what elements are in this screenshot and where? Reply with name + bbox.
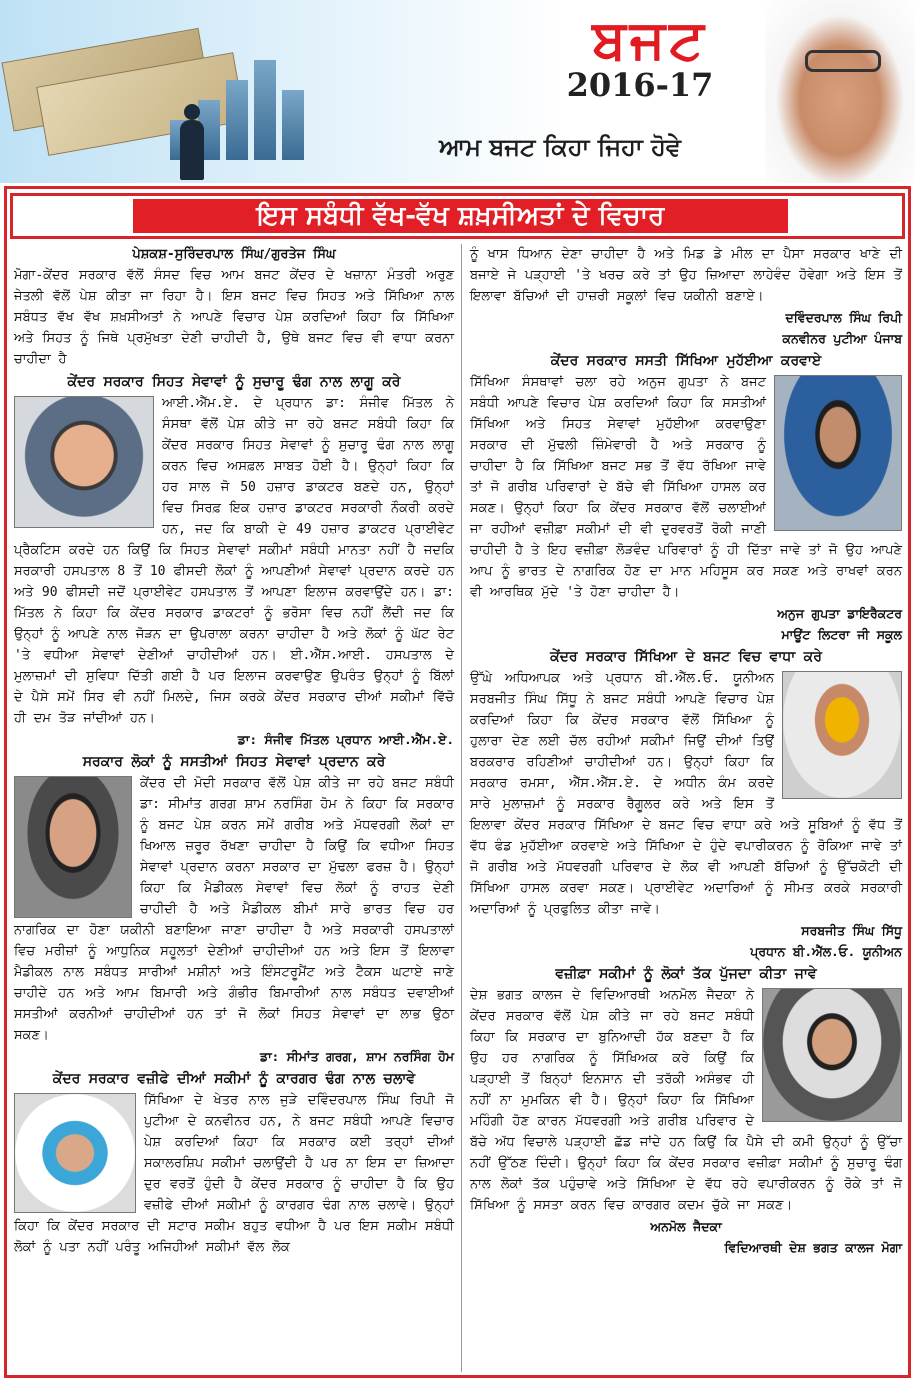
opinion-heading-5: ਕੇਂਦਰ ਸਰਕਾਰ ਸਿੱਖਿਆ ਦੇ ਬਜਟ ਵਿਚ ਵਾਧਾ ਕਰੇ [550,649,822,665]
banner [0,0,915,183]
left-column [14,244,454,1372]
banner-subtitle: ਆਮ ਬਜਟ ਕਿਹਾ ਜਿਹਾ ਹੋਵੇ [439,132,681,161]
opinion-heading-6: ਵਜ਼ੀਫ਼ਾ ਸਕੀਮਾਂ ਨੂੰ ਲੋਕਾਂ ਤੱਕ ਪੁੱਜਦਾ ਕੀਤਾ ਜਾਵੇ [555,966,817,982]
continued-signature-title: ਕਨਵੀਨਰ ਪੁਟੀਆ ਪੰਜਾਬ [782,331,902,346]
businessman-silhouette [180,120,204,180]
signature-6-title: ਵਿਦਿਆਰਥੀ ਦੇਸ਼ ਭਗਤ ਕਾਲਜ ਮੋਗਾ [724,1240,902,1255]
opinion-text-1: ਆਈ.ਐੱਮ.ਏ. ਦੇ ਪ੍ਰਧਾਨ ਡਾ: ਸੰਜੀਵ ਮਿੱਤਲ ਨੇ ਸੰਸਥਾ ਵੱਲੋਂ ਪੇਸ਼ ਕੀਤੇ ਜਾ ਰਹੇ ਬਜਟ ਸਬੰਧੀ ਕਿਹਾ ਕਿ ਕੇਂਦਰ ਸਰਕਾਰ ਸਿਹਤ ਸੇਵਾਵਾਂ ਨੂੰ ਸੁਚਾਰੂ ਢੰਗ ਨਾਲ ਲਾਗੂ ਕਰਨ ਵਿਚ ਅਸਫ਼ਲ ਸਾਬਤ ਹੋਈ ਹੈ। ਉਨ੍ਹਾਂ ਕਿਹਾ ਕਿ ਹਰ ਸਾਲ ਜੋ 50 ਹਜ਼ਾਰ ਡਾਕਟਰ ਬਣਦੇ ਹਨ, ਉਨ੍ਹਾਂ ਵਿਚ ਸਿਰਫ਼ ਇਕ ਹਜ਼ਾਰ ਡਾਕਟਰ ਸਰਕਾਰੀ ਨੌਕਰੀ ਕਰਦੇ ਹਨ, ਜਦ ਕਿ ਬਾਕੀ ਦੇ 49 ਹਜ਼ਾਰ ਡਾਕਟਰ ਪ੍ਰਾਈਵੇਟ ਪ੍ਰੈਕਟਿਸ ਕਰਦੇ ਹਨ ਕਿਉਂ ਕਿ ਸਿਹਤ ਸੇਵਾਵਾਂ ਸਕੀਮਾਂ ਸਬੰਧੀ ਮਾਨਤਾ ਨਹੀਂ ਹੈ ਜਦਕਿ ਸਰਕਾਰੀ ਹਸਪਤਾਲ 8 ਤੋਂ 10 ਫੀਸਦੀ ਲੋਕਾਂ ਨੂੰ ਆਪਣੀਆਂ ਸੇਵਾਵਾਂ ਪ੍ਰਦਾਨ ਕਰਦੇ ਹਨ ਅਤੇ 90 ਫੀਸਦੀ ਜਦੋਂ ਪ੍ਰਾਈਵੇਟ ਹਸਪਤਾਲ ਤੋਂ ਆਪਣਾ ਇਲਾਜ ਕਰਵਾਉਂਦੇ ਹਨ। ਡਾ: ਮਿੱਤਲ ਨੇ ਕਿਹਾ ਕਿ ਕੇਂਦਰ ਸਰਕਾਰ ਡਾਕਟਰਾਂ ਨੂੰ ਭਰੋਸਾ ਵਿਚ ਨਹੀਂ ਲੈਂਦੀ ਜਦ ਕਿ ਉਨ੍ਹਾਂ ਨੂੰ ਆਪਣੇ ਨਾਲ ਜੋੜਨ ਦਾ ਉਪਰਾਲਾ ਕਰਨਾ ਚਾਹੀਦਾ ਹੈ ਅਤੇ ਲੋਕਾਂ ਨੂੰ ਘੱਟ ਰੇਟ 'ਤੇ ਵਧੀਆ ਸੇਵਾਵਾਂ ਦੇਣੀਆਂ ਚਾਹੀਦੀਆਂ ਹਨ। ਈ.ਐੱਸ.ਆਈ. ਹਸਪਤਾਲ ਦੇ ਮੁਲਾਜ਼ਮਾਂ ਦੀ ਸੁਵਿਧਾ ਦਿੱਤੀ ਗਈ ਹੈ ਪਰ ਇਲਾਜ ਕਰਵਾਉਣ ਉਪਰੰਤ ਉਨ੍ਹਾਂ ਨੂੰ ਬਿੱਲਾਂ ਦੇ ਪੈਸੇ ਸਮੇਂ ਸਿਰ ਵੀ ਨਹੀਂ ਮਿਲਦੇ, ਜਿਸ ਕਰਕੇ ਕੇਂਦਰ ਸਰਕਾਰ ਦੀਆਂ ਸਕੀਮਾਂ ਵਿੱਚੋ ਹੀ ਦਮ ਤੋੜ ਜਾਂਦੀਆਂ ਹਨ। [14,396,454,726]
banner-title: ਬਜਟ [592,8,708,71]
photo-seemant-garg [14,776,132,918]
signature-4-name: ਅਨੁਜ ਗੁਪਤਾ ਡਾਇਰੈਕਟਰ [777,606,902,621]
photo-davinderpal-ripi [14,1093,136,1213]
opinion-text-5: ਉੱਘੇ ਅਧਿਆਪਕ ਅਤੇ ਪ੍ਰਧਾਨ ਬੀ.ਐੱਲ.ਓ. ਯੂਨੀਅਨ ਸਰਬਜੀਤ ਸਿੰਘ ਸਿੱਧੂ ਨੇ ਬਜਟ ਸਬੰਧੀ ਆਪਣੇ ਵਿਚਾਰ ਪੇਸ਼ ਕਰਦਿਆਂ ਕਿਹਾ ਕਿ ਕੇਂਦਰ ਸਰਕਾਰ ਵੱਲੋਂ ਸਿੱਖਿਆ ਨੂੰ ਹੁਲਾਰਾ ਦੇਣ ਲਈ ਚੱਲ ਰਹੀਆਂ ਸਕੀਮਾਂ ਜਿਉਂ ਦੀਆਂ ਤਿਉਂ ਬਰਕਰਾਰ ਰਹਿਣੀਆਂ ਚਾਹੀਦੀਆਂ ਹਨ। ਉਨ੍ਹਾਂ ਕਿਹਾ ਕਿ ਸਰਕਾਰ ਰਮਸਾ, ਐੱਸ.ਐੱਸ.ਏ. ਦੇ ਅਧੀਨ ਕੰਮ ਕਰਦੇ ਸਾਰੇ ਮੁਲਾਜ਼ਮਾਂ ਨੂੰ ਸਰਕਾਰ ਰੈਗੂਲਰ ਕਰੇ ਅਤੇ ਇਸ ਤੋਂ ਇਲਾਵਾ ਕੇਂਦਰ ਸਰਕਾਰ ਸਿੱਖਿਆ ਦੇ ਬਜਟ ਵਿਚ ਵਾਧਾ ਕਰੇ ਅਤੇ ਸੂਬਿਆਂ ਨੂੰ ਵੱਧ ਤੋਂ ਵੱਧ ਫੰਡ ਮੁਹੱਈਆ ਕਰਵਾਏ ਅਤੇ ਸਿੱਖਿਆ ਦੇ ਹੁੰਦੇ ਵਪਾਰੀਕਰਨ ਨੂੰ ਰੋਕਿਆ ਜਾਵੇ ਤਾਂ ਜੋ ਗਰੀਬ ਅਤੇ ਮੱਧਵਰਗੀ ਪਰਿਵਾਰ ਦੇ ਲੋਕ ਵੀ ਆਪਣੀ ਬੱਚਿਆਂ ਨੂੰ ਉੱਚਕੋਟੀ ਦੀ ਸਿੱਖਿਆ ਹਾਸਲ ਕਰਵਾ ਸਕਣ। ਪ੍ਰਾਈਵੇਟ ਅਦਾਰਿਆਂ ਨੂੰ ਸੀਮਤ ਕਰਕੇ ਸਰਕਾਰੀ ਅਦਾਰਿਆਂ ਨੂੰ ਪ੍ਰਫੁਲਿਤ ਕੀਤਾ ਜਾਵੇ। [470,671,902,917]
right-column [470,244,902,1372]
intro-paragraph: ਮੋਗਾ-ਕੇਂਦਰ ਸਰਕਾਰ ਵੱਲੋਂ ਸੰਸਦ ਵਿਚ ਆਮ ਬਜਟ ਕੇਂਦਰ ਦੇ ਖਜ਼ਾਨਾ ਮੰਤਰੀ ਅਰੁਣ ਜੇਤਲੀ ਵੱਲੋਂ ਪੇਸ਼ ਕੀਤਾ ਜਾ ਰਿਹਾ ਹੈ। ਇਸ ਬਜਟ ਵਿਚ ਸਿਹਤ ਅਤੇ ਸਿੱਖਿਆ ਨਾਲ ਸਬੰਧਤ ਵੱਖ ਵੱਖ ਸ਼ਖ਼ਸੀਅਤਾਂ ਨੇ ਆਪਣੇ ਵਿਚਾਰ ਪੇਸ਼ ਕਰਦਿਆਂ ਕਿਹਾ ਕਿ ਸਿੱਖਿਆ ਅਤੇ ਸਿਹਤ ਨੂੰ ਜਿਥੇ ਪ੍ਰਮੁੱਖਤਾ ਦੇਣੀ ਚਾਹੀਦੀ ਹੈ, ਉਥੇ ਬਜਟ ਵਿਚ ਵੀ ਵਾਧਾ ਕਰਨਾ ਚਾਹੀਦਾ ਹੈ [14,268,454,367]
photo-anuj-gupta [774,375,902,531]
photo-sanjeev-mittal [14,396,154,528]
signature-4-title: ਮਾਊਂਟ ਲਿਟਰਾ ਜੀ ਸਕੂਲ [781,627,902,642]
signature-2: ਡਾ: ਸੀਮਾਂਤ ਗਰਗ, ਸ਼ਾਮ ਨਰਸਿੰਗ ਹੋਮ [259,1049,454,1064]
opinion-heading-4: ਕੇਂਦਰ ਸਰਕਾਰ ਸਸਤੀ ਸਿੱਖਿਆ ਮੁਹੱਈਆ ਕਰਵਾਏ [550,353,822,369]
opinion-text-6: ਦੇਸ਼ ਭਗਤ ਕਾਲਜ ਦੇ ਵਿਦਿਆਰਥੀ ਅਨਮੋਲ ਜੈਦਕਾ ਨੇ ਕੇਂਦਰ ਸਰਕਾਰ ਵੱਲੋਂ ਪੇਸ਼ ਕੀਤੇ ਜਾ ਰਹੇ ਬਜਟ ਸਬੰਧੀ ਕਿਹਾ ਕਿ ਸਰਕਾਰ ਦਾ ਬੁਨਿਆਦੀ ਹੱਕ ਬਣਦਾ ਹੈ ਕਿ ਉਹ ਹਰ ਨਾਗਰਿਕ ਨੂੰ ਸਿੱਖਿਅਕ ਕਰੇ ਕਿਉਂ ਕਿ ਪੜ੍ਹਾਈ ਤੋਂ ਬਿਨ੍ਹਾਂ ਇਨਸਾਨ ਦੀ ਤਰੱਕੀ ਅਸੰਭਵ ਹੀ ਨਹੀਂ ਨਾ ਮੁਮਕਿਨ ਵੀ ਹੈ। ਉਨ੍ਹਾਂ ਕਿਹਾ ਕਿ ਸਿੱਖਿਆ ਮਹਿੰਗੀ ਹੋਣ ਕਾਰਨ ਮੱਧਵਰਗੀ ਅਤੇ ਗਰੀਬ ਪਰਿਵਾਰ ਦੇ ਬੱਚੇ ਅੱਧ ਵਿਚਾਲੇ ਪੜ੍ਹਾਈ ਛੱਡ ਜਾਂਦੇ ਹਨ ਕਿਉਂ ਕਿ ਪੈਸੇ ਦੀ ਕਮੀ ਉਨ੍ਹਾਂ ਨੂੰ ਉੱਚਾ ਨਹੀਂ ਉੱਠਣ ਦਿੰਦੀ। ਉਨ੍ਹਾਂ ਕਿਹਾ ਕਿ ਕੇਂਦਰ ਸਰਕਾਰ ਵਜ਼ੀਫ਼ਾ ਸਕੀਮਾਂ ਨੂੰ ਸੁਚਾਰੂ ਢੰਗ ਨਾਲ ਲੋਕਾਂ ਤੱਕ ਪਹੁੰਚਾਵੇ ਅਤੇ ਸਿੱਖਿਆ ਦੇ ਵੱਧ ਰਹੇ ਵਪਾਰੀਕਰਨ ਨੂੰ ਰੋਕੇ ਤਾਂ ਜੋ ਸਿੱਖਿਆ ਨੂੰ ਸਸਤਾ ਕਰਨ ਵਿਚ ਕਾਰਗਰ ਕਦਮ ਚੁੱਕੇ ਜਾ ਸਕਣ। [470,988,902,1213]
opinion-heading-2: ਸਰਕਾਰ ਲੋਕਾਂ ਨੂੰ ਸਸਤੀਆਂ ਸਿਹਤ ਸੇਵਾਵਾਂ ਪ੍ਰਦਾਨ ਕਰੇ [82,754,386,770]
banner-year: 2016-17 [566,66,714,104]
signature-6-name: ਅਨਮੋਲ ਜੈਦਕਾ [650,1219,722,1234]
continued-signature-name: ਦਵਿੰਦਰਪਾਲ ਸਿੰਘ ਰਿਪੀ [785,310,902,325]
byline: ਪੇਸ਼ਕਸ਼-ਸੁਰਿੰਦਰਪਾਲ ਸਿੰਘ/ਗੁਰਤੇਜ ਸਿੰਘ [132,247,336,262]
finance-minister-portrait [765,0,915,183]
signature-1: ਡਾ: ਸੰਜੀਵ ਮਿੱਤਲ ਪ੍ਰਧਾਨ ਆਈ.ਐੱਮ.ਏ. [237,732,454,747]
opinion-text-3: ਸਿੱਖਿਆ ਦੇ ਖੇਤਰ ਨਾਲ ਜੁੜੇ ਦਵਿੰਦਰਪਾਲ ਸਿੰਘ ਰਿਪੀ ਜੋ ਪੁਟੀਆ ਦੇ ਕਨਵੀਨਰ ਹਨ, ਨੇ ਬਜਟ ਸਬੰਧੀ ਆਪਣੇ ਵਿਚਾਰ ਪੇਸ਼ ਕਰਦਿਆਂ ਕਿਹਾ ਕਿ ਸਰਕਾਰ ਕਈ ਤਰ੍ਹਾਂ ਦੀਆਂ ਸਕਾਲਰਸ਼ਿਪ ਸਕੀਮਾਂ ਚਲਾਉਂਦੀ ਹੈ ਪਰ ਨਾ ਇਸ ਦਾ ਜ਼ਿਆਦਾ ਦੁਰ ਵਰਤੋਂ ਹੁੰਦੀ ਹੈ ਕੇਂਦਰ ਸਰਕਾਰ ਨੂੰ ਚਾਹੀਦਾ ਹੈ ਕਿ ਉਹ ਵਜ਼ੀਫੇ ਦੀਆਂ ਸਕੀਮਾਂ ਨੂੰ ਕਾਰਗਰ ਢੰਗ ਨਾਲ ਚਲਾਵੇ। ਉਨ੍ਹਾਂ ਕਿਹਾ ਕਿ ਕੇਂਦਰ ਸਰਕਾਰ ਦੀ ਸਟਾਰ ਸਕੀਮ ਬਹੁਤ ਵਧੀਆ ਹੈ ਪਰ ਇਸ ਸਕੀਮ ਸਬੰਧੀ ਲੋਕਾਂ ਨੂੰ ਪਤਾ ਨਹੀਂ ਪਰੰਤੂ ਅਜਿਹੀਆਂ ਸਕੀਮਾਂ ਵੱਲ ਲੋਕ [14,1093,454,1255]
opinion-text-4: ਸਿੱਖਿਆ ਸੰਸਥਾਵਾਂ ਚਲਾ ਰਹੇ ਅਨੁਜ ਗੁਪਤਾ ਨੇ ਬਜਟ ਸਬੰਧੀ ਆਪਣੇ ਵਿਚਾਰ ਪੇਸ਼ ਕਰਦਿਆਂ ਕਿਹਾ ਕਿ ਸਸਤੀਆਂ ਸਿੱਖਿਆ ਅਤੇ ਸਿਹਤ ਸੇਵਾਵਾਂ ਮੁਹੱਈਆ ਕਰਵਾਉਣਾ ਸਰਕਾਰ ਦੀ ਮੁੱਢਲੀ ਜ਼ਿੰਮੇਵਾਰੀ ਹੈ ਅਤੇ ਸਰਕਾਰ ਨੂੰ ਚਾਹੀਦਾ ਹੈ ਕਿ ਸਿੱਖਿਆ ਬਜਟ ਸਭ ਤੋਂ ਵੱਧ ਰੱਖਿਆ ਜਾਵੇ ਤਾਂ ਜੋ ਗਰੀਬ ਪਰਿਵਾਰਾਂ ਦੇ ਬੱਚੇ ਵੀ ਸਿੱਖਿਆ ਹਾਸਲ ਕਰ ਸਕਣ। ਉਨ੍ਹਾਂ ਕਿਹਾ ਕਿ ਕੇਂਦਰ ਸਰਕਾਰ ਵੱਲੋਂ ਚਲਾਈਆਂ ਜਾ ਰਹੀਆਂ ਵਜ਼ੀਫ਼ਾ ਸਕੀਮਾਂ ਦੀ ਵੀ ਦੁਰਵਰਤੋਂ ਰੋਕੀ ਜਾਣੀ ਚਾਹੀਦੀ ਹੈ ਤੇ ਇਹ ਵਜ਼ੀਫ਼ਾ ਲੋੜਵੰਦ ਪਰਿਵਾਰਾਂ ਨੂੰ ਹੀ ਦਿੱਤਾ ਜਾਵੇ ਤਾਂ ਜੋ ਉਹ ਆਪਣੇ ਆਪ ਨੂੰ ਭਾਰਤ ਦੇ ਨਾਗਰਿਕ ਹੋਣ ਦਾ ਮਾਨ ਮਹਿਸੂਸ ਕਰ ਸਕਣ ਅਤੇ ਰਾਖਵਾਂ ਕਰਨ ਵੀ ਆਰਥਿਕ ਮੁੱਦੇ 'ਤੇ ਹੋਣਾ ਚਾਹੀਦਾ ਹੈ। [470,375,902,600]
photo-sarabjit-sidhu [782,671,902,799]
continued-text: ਨੂੰ ਖਾਸ ਧਿਆਨ ਦੇਣਾ ਚਾਹੀਦਾ ਹੈ ਅਤੇ ਮਿਡ ਡੇ ਮੀਲ ਦਾ ਪੈਸਾ ਸਰਕਾਰ ਖਾਣੇ ਦੀ ਬਜਾਏ ਜੇ ਪੜ੍ਹਾਈ 'ਤੇ ਖਰਚ ਕਰੇ ਤਾਂ ਉਹ ਜ਼ਿਆਦਾ ਲਾਹੇਵੰਦ ਹੋਵੇਗਾ ਅਤੇ ਇਸ ਤੋਂ ਇਲਾਵਾ ਬੱਚਿਆਂ ਦੀ ਹਾਜ਼ਰੀ ਸਕੂਲਾਂ ਵਿਚ ਯਕੀਨੀ ਬਣਾਏ। [470,247,902,304]
section-heading: ਇਸ ਸਬੰਧੀ ਵੱਖ-ਵੱਖ ਸ਼ਖ਼ਸੀਅਤਾਂ ਦੇ ਵਿਚਾਰ [133,199,788,233]
opinion-heading-3: ਕੇਂਦਰ ਸਰਕਾਰ ਵਜ਼ੀਫੇ ਦੀਆਂ ਸਕੀਮਾਂ ਨੂੰ ਕਾਰਗਰ ਢੰਗ ਨਾਲ ਚਲਾਵੇ [52,1071,416,1087]
signature-5-name: ਸਰਬਜੀਤ ਸਿੰਘ ਸਿੱਧੂ [801,923,902,938]
photo-anmol-jaidka [762,988,902,1122]
column-divider [461,244,462,1372]
opinion-heading-1: ਕੇਂਦਰ ਸਰਕਾਰ ਸਿਹਤ ਸੇਵਾਵਾਂ ਨੂੰ ਸੁਚਾਰੂ ਢੰਗ ਨਾਲ ਲਾਗੂ ਕਰੇ [67,374,401,390]
section-heading-bar [10,193,905,239]
signature-5-title: ਪ੍ਰਧਾਨ ਬੀ.ਐੱਲ.ਓ. ਯੂਨੀਅਨ [750,944,902,959]
opinion-text-2: ਕੇਂਦਰ ਦੀ ਮੋਦੀ ਸਰਕਾਰ ਵੱਲੋਂ ਪੇਸ਼ ਕੀਤੇ ਜਾ ਰਹੇ ਬਜਟ ਸਬੰਧੀ ਡਾ: ਸੀਮਾਂਤ ਗਰਗ ਸ਼ਾਮ ਨਰਸਿੰਗ ਹੋਮ ਨੇ ਕਿਹਾ ਕਿ ਸਰਕਾਰ ਨੂੰ ਬਜਟ ਪੇਸ਼ ਕਰਨ ਸਮੇਂ ਗਰੀਬ ਅਤੇ ਮੱਧਵਰਗੀ ਲੋਕਾਂ ਦਾ ਖਿਆਲ ਜ਼ਰੂਰ ਰੱਖਣਾ ਚਾਹੀਦਾ ਹੈ ਕਿਉਂ ਕਿ ਵਧੀਆ ਸਿਹਤ ਸੇਵਾਵਾਂ ਪ੍ਰਦਾਨ ਕਰਨਾ ਸਰਕਾਰ ਦਾ ਮੁੱਢਲਾ ਫਰਜ਼ ਹੈ। ਉਨ੍ਹਾਂ ਕਿਹਾ ਕਿ ਮੈਡੀਕਲ ਸੇਵਾਵਾਂ ਵਿਚ ਲੋਕਾਂ ਨੂੰ ਰਾਹਤ ਦੇਣੀ ਚਾਹੀਦੀ ਹੈ ਅਤੇ ਮੈਡੀਕਲ ਬੀਮਾਂ ਸਾਰੇ ਭਾਰਤ ਵਿਚ ਹਰ ਨਾਗਰਿਕ ਦਾ ਹੋਣਾ ਯਕੀਨੀ ਬਣਾਇਆ ਜਾਣਾ ਚਾਹੀਦਾ ਹੈ ਅਤੇ ਸਰਕਾਰੀ ਹਸਪਤਾਲਾਂ ਵਿਚ ਮਰੀਜ਼ਾਂ ਨੂੰ ਆਧੁਨਿਕ ਸਹੂਲਤਾਂ ਦੇਣੀਆਂ ਚਾਹੀਦੀਆਂ ਹਨ ਅਤੇ ਇਸ ਤੋਂ ਇਲਾਵਾ ਮੈਡੀਕਲ ਨਾਲ ਸਬੰਧਤ ਸਾਰੀਆਂ ਮਸ਼ੀਨਾਂ ਅਤੇ ਇੰਸਟਰੂਮੈਂਟ ਅਤੇ ਟੈਕਸ ਘਟਾਏ ਜਾਣੇ ਚਾਹੀਦੇ ਹਨ ਅਤੇ ਆਮ ਬਿਮਾਰੀ ਅਤੇ ਗੰਭੀਰ ਬਿਮਾਰੀਆਂ ਨਾਲ ਸਬੰਧਤ ਦਵਾਈਆਂ ਸਸਤੀਆਂ ਕਰਨੀਆਂ ਚਾਹੀਦੀਆਂ ਹਨ ਤਾਂ ਜੋ ਲੋਕਾਂ ਸਿਹਤ ਸੇਵਾਵਾਂ ਦਾ ਲਾਭ ਉਠਾ ਸਕਣ। [14,776,454,1043]
